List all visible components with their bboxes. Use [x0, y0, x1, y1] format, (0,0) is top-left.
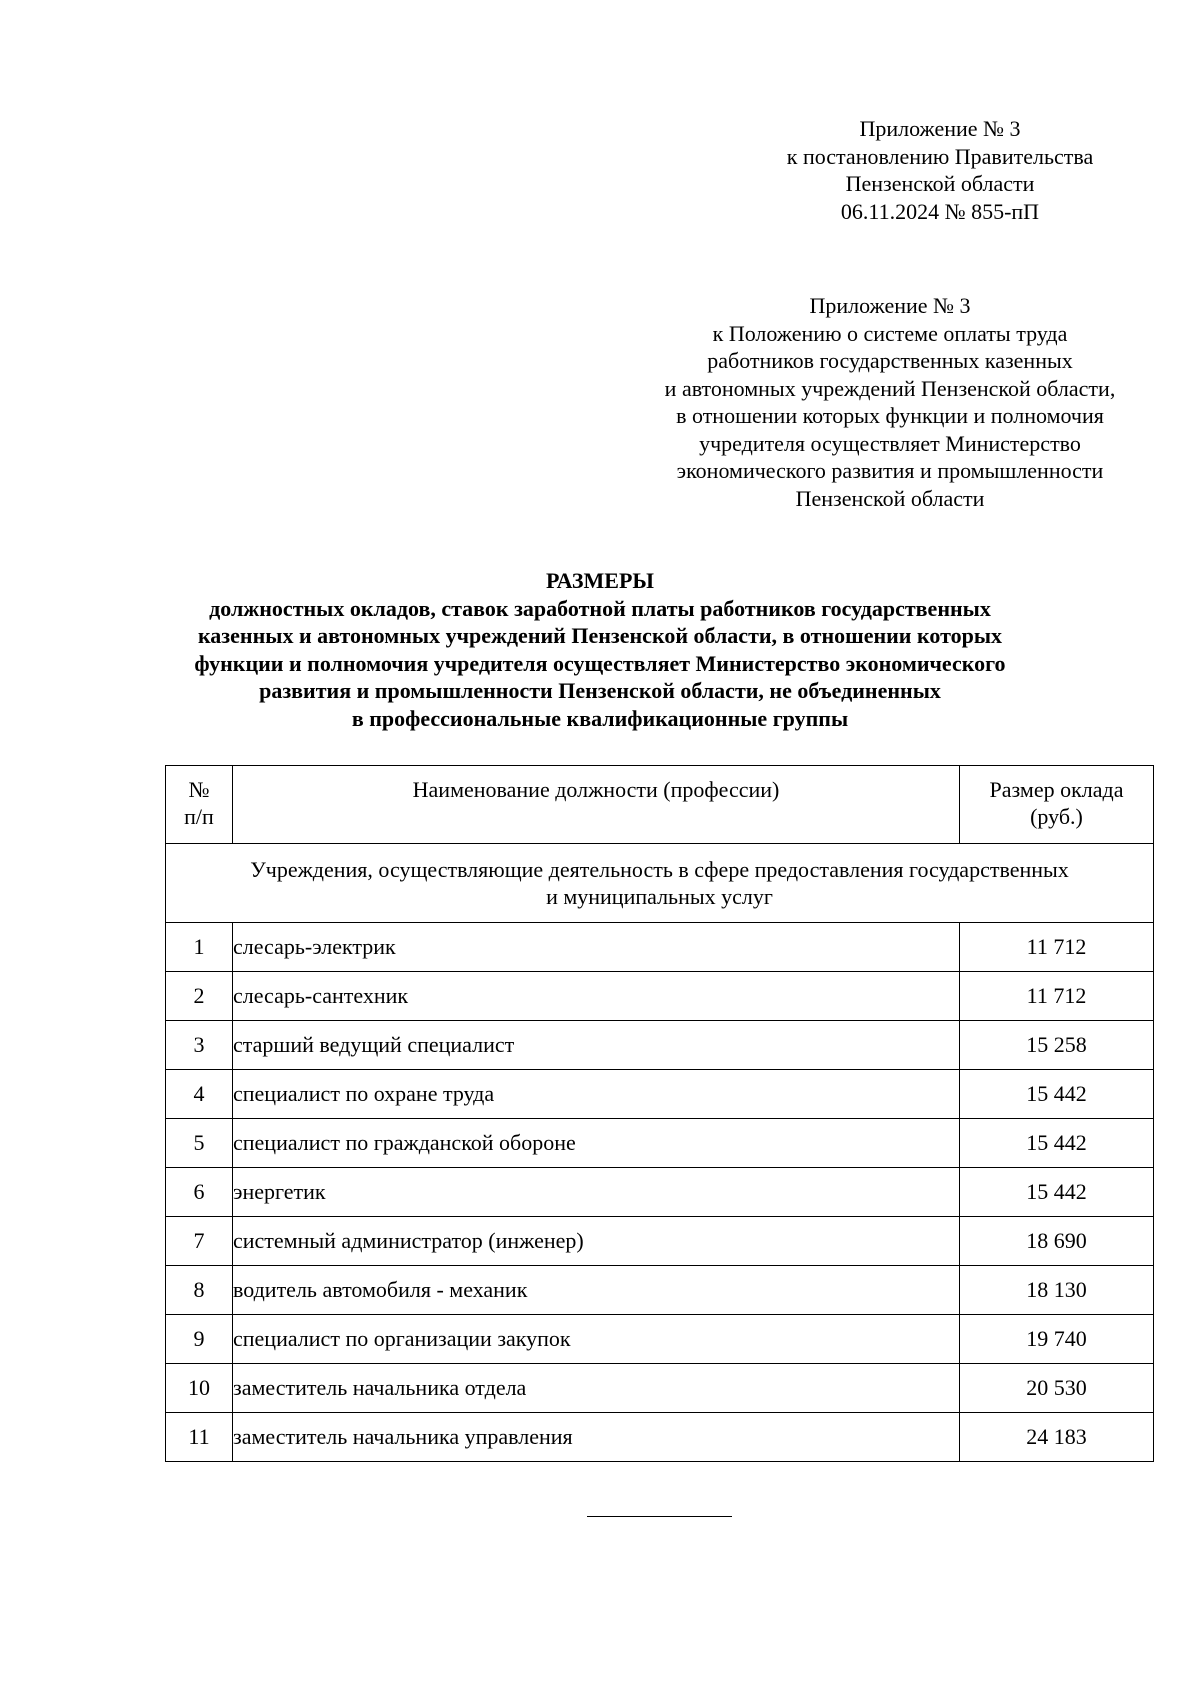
title-heading: РАЗМЕРЫ — [545, 568, 655, 593]
row-number: 11 — [166, 1413, 233, 1462]
title-line: казенных и автономных учреждений Пензенской области, в отношении которых — [197, 623, 1003, 648]
row-number: 3 — [166, 1021, 233, 1070]
table-section-row — [166, 844, 1154, 923]
position-name: водитель автомобиля - механик — [233, 1266, 960, 1315]
annex-line: 06.11.2024 № 855-пП — [840, 198, 1040, 224]
title-line: в профессиональные квалификационные группы — [351, 705, 849, 731]
position-name: слесарь-сантехник — [233, 972, 960, 1021]
row-number: 6 — [166, 1168, 233, 1217]
header-salary-line: Размер оклада — [989, 777, 1124, 802]
salary-value: 15 442 — [960, 1119, 1154, 1168]
position-name: заместитель начальника управления — [233, 1413, 960, 1462]
title-line: развития и промышленности Пензенской области, не объединенных — [259, 678, 941, 703]
document-title — [150, 567, 1050, 732]
table-row — [166, 1266, 1154, 1315]
table-row — [166, 972, 1154, 1021]
row-number: 4 — [166, 1070, 233, 1119]
position-name: специалист по организации закупок — [233, 1315, 960, 1364]
table-row — [166, 1413, 1154, 1462]
salary-value: 15 442 — [960, 1070, 1154, 1119]
row-number: 8 — [166, 1266, 233, 1315]
annex-line: Приложение № 3 — [809, 293, 971, 318]
annex-line: Пензенской области — [795, 485, 985, 511]
position-name: специалист по гражданской обороне — [233, 1119, 960, 1168]
header-salary-line: (руб.) — [1030, 804, 1083, 829]
salary-table — [165, 765, 1154, 1462]
annex-to-regulation — [612, 292, 1168, 512]
table-row — [166, 1217, 1154, 1266]
title-line: должностных окладов, ставок заработной платы работников государственных — [209, 595, 991, 621]
table-row — [166, 1168, 1154, 1217]
title-line: функции и полномочия учредителя осуществляет Министерство экономического — [194, 650, 1006, 676]
table-row — [166, 923, 1154, 972]
position-name: энергетик — [233, 1168, 960, 1217]
section-heading — [166, 844, 1154, 923]
row-number: 1 — [166, 923, 233, 972]
row-number: 9 — [166, 1315, 233, 1364]
table-header-row — [166, 766, 1154, 844]
salary-value: 11 712 — [960, 923, 1154, 972]
header-number-line: п/п — [184, 804, 214, 829]
position-name: слесарь-электрик — [233, 923, 960, 972]
end-of-document-line — [587, 1516, 732, 1517]
section-heading-line: Учреждения, осуществляющие деятельность в сфере предоставления государственных — [250, 857, 1069, 882]
salary-value: 24 183 — [960, 1413, 1154, 1462]
header-number-line: № — [188, 777, 210, 802]
annex-line: Приложение № 3 — [859, 116, 1021, 141]
table-row — [166, 1070, 1154, 1119]
annex-to-resolution — [720, 115, 1160, 225]
salary-value: 15 442 — [960, 1168, 1154, 1217]
annex-line: к постановлению Правительства — [786, 143, 1094, 169]
header-number — [166, 766, 233, 844]
row-number: 10 — [166, 1364, 233, 1413]
salary-value: 15 258 — [960, 1021, 1154, 1070]
annex-line: к Положению о системе оплаты труда — [712, 320, 1068, 346]
row-number: 5 — [166, 1119, 233, 1168]
annex-line: учредителя осуществляет Министерство — [699, 430, 1081, 456]
row-number: 2 — [166, 972, 233, 1021]
salary-value: 18 690 — [960, 1217, 1154, 1266]
header-salary — [960, 766, 1154, 844]
table-row — [166, 1021, 1154, 1070]
table-row — [166, 1315, 1154, 1364]
annex-line: Пензенской области — [845, 171, 1035, 196]
annex-line: и автономных учреждений Пензенской области, — [664, 375, 1116, 401]
header-position-name — [233, 766, 960, 844]
annex-line: экономического развития и промышленности — [676, 458, 1104, 483]
annex-line: в отношении которых функции и полномочия — [676, 403, 1104, 428]
annex-line: работников государственных казенных — [707, 348, 1073, 373]
salary-value: 20 530 — [960, 1364, 1154, 1413]
salary-value: 11 712 — [960, 972, 1154, 1021]
position-name: заместитель начальника отдела — [233, 1364, 960, 1413]
position-name: старший ведущий специалист — [233, 1021, 960, 1070]
header-position-label: Наименование должности (профессии) — [412, 777, 780, 802]
section-heading-line: и муниципальных услуг — [546, 884, 773, 909]
salary-value: 18 130 — [960, 1266, 1154, 1315]
table-row — [166, 1364, 1154, 1413]
table-row — [166, 1119, 1154, 1168]
row-number: 7 — [166, 1217, 233, 1266]
table-body — [166, 923, 1154, 1462]
position-name: системный администратор (инженер) — [233, 1217, 960, 1266]
position-name: специалист по охране труда — [233, 1070, 960, 1119]
salary-value: 19 740 — [960, 1315, 1154, 1364]
